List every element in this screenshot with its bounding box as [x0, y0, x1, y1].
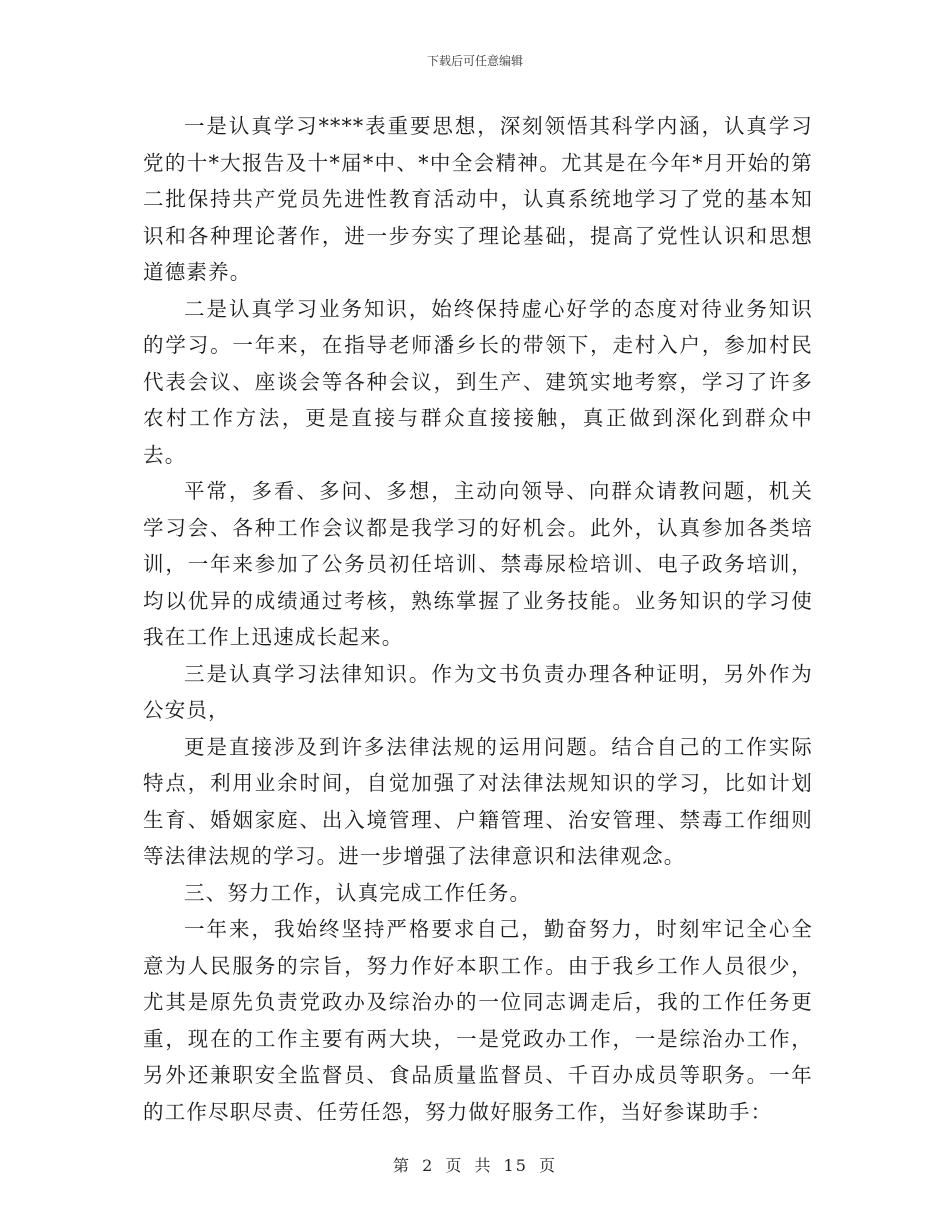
- page-header: 下载后可任意编辑: [426, 54, 523, 68]
- document-body: [143, 108, 813, 1130]
- page-number: 第 2 页 共 15 页: [393, 1156, 557, 1175]
- paragraph-4: 三是认真学习法律知识。作为文书负责办理各种证明，另外作为公安员，: [143, 661, 813, 722]
- paragraph-1: 一是认真学习****表重要思想，深刻领悟其科学内涵，认真学习党的十*大报告及十*届*中、*中全会精神。尤其是在今年*月开始的第二批保持共产党员先进性教育活动中，认真系统地学习了党的基本知识和各种理论著作，进一步夯实了理论基础，提高了党性认识和思想道德素养。: [143, 114, 813, 284]
- paragraph-2: 二是认真学习业务知识，始终保持虚心好学的态度对待业务知识的学习。一年来，在指导老师潘乡长的带领下，走村入户，参加村民代表会议、座谈会等各种会议，到生产、建筑实地考察，学习了许多农村工作方法，更是直接与群众直接接触，真正做到深化到群众中去。: [143, 296, 813, 467]
- section-heading: 三、努力工作，认真完成工作任务。: [184, 880, 532, 905]
- paragraph-3: 平常，多看、多问、多想，主动向领导、向群众请教问题，机关学习会、各种工作会议都是我学习的好机会。此外，认真参加各类培训，一年来参加了公务员初任培训、禁毒尿检培训、电子政务培训，均以优异的成绩通过考核，熟练掌握了业务技能。业务知识的学习使我在工作上迅速成长起来。: [143, 479, 813, 649]
- paragraph-6: 一年来，我始终坚持严格要求自己，勤奋努力，时刻牢记全心全意为人民服务的宗旨，努力作好本职工作。由于我乡工作人员很少，尤其是原先负责党政办及综治办的一位同志调走后，我的工作任务更重，现在的工作主要有两大块，一是党政办工作，一是综治办工作，另外还兼职安全监督员、食品质量监督员、千百办成员等职务。一年的工作尽职尽责、任劳任怨，努力做好服务工作，当好参谋助手：: [143, 917, 813, 1124]
- paragraph-5: 更是直接涉及到许多法律法规的运用问题。结合自己的工作实际特点，利用业余时间，自觉加强了对法律法规知识的学习，比如计划生育、婚姻家庭、出入境管理、户籍管理、治安管理、禁毒工作细则等法律法规的学习。进一步增强了法律意识和法律观念。: [143, 734, 813, 868]
